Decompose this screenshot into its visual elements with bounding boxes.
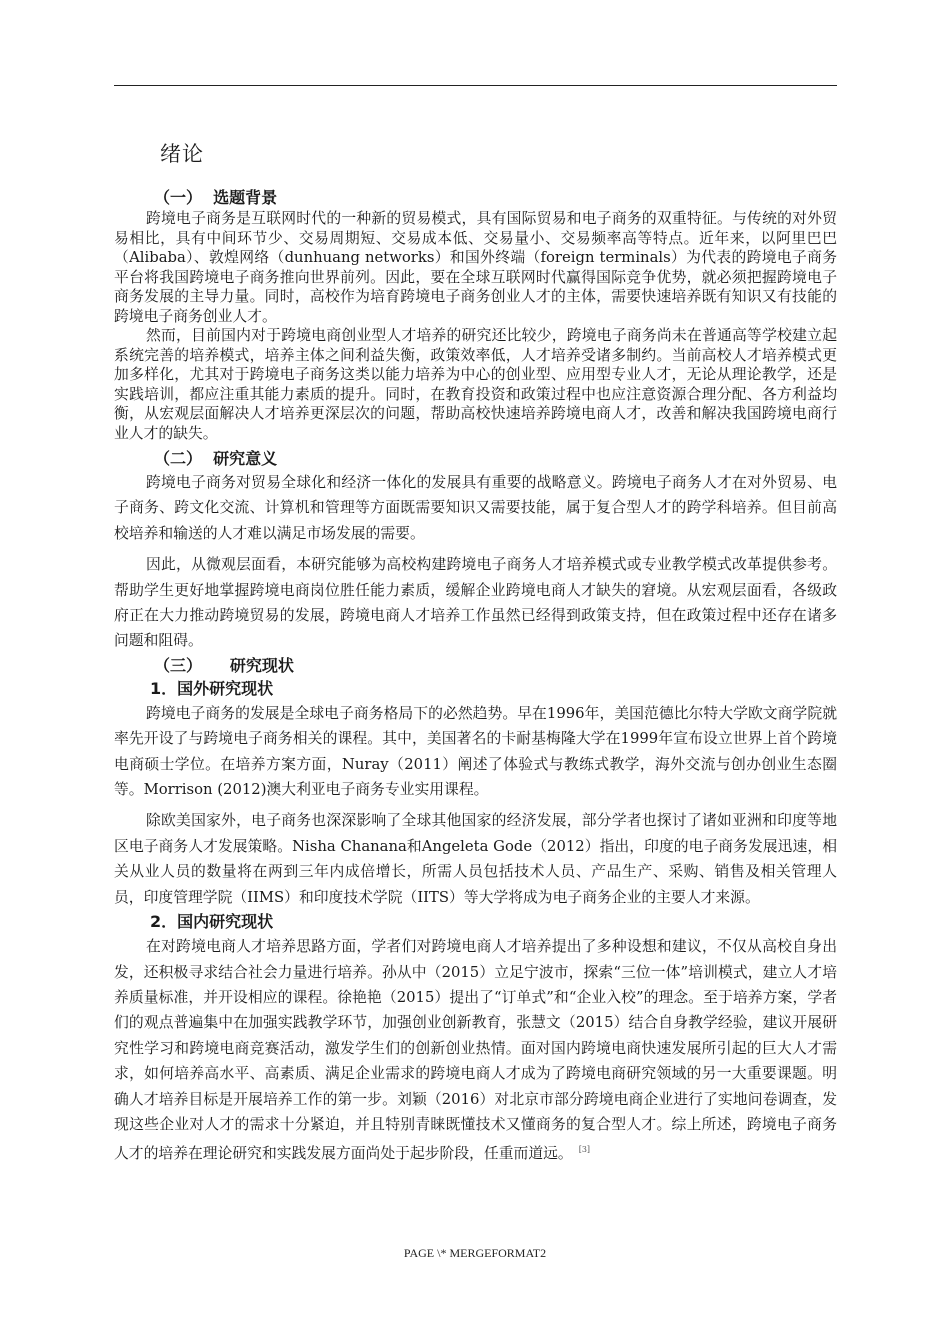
paragraph: 跨境电子商务是互联网时代的一种新的贸易模式，具有国际贸易和电子商务的双重特征。与传统的对外贸易相比，具有中间环节少、交易周期短、交易成本低、交易量小、交易频率高等特点。近年来，以阿里巴巴（Alibaba）、敦煌网络（dunhuang networks）和国外终端（foreign terminals）为代表的跨境电子商务平台将我国跨境电子商务推向世界前列。因此，要在全球互联网时代赢得国际竞争优势，就必须把握跨境电子商务发展的主导力量。同时，高校作为培育跨境电子商务创业人才的主体，需要快速培养既有知识又有技能的跨境电子商务创业人才。 (114, 210, 837, 325)
paragraph: 跨境电子商务的发展是全球电子商务格局下的必然趋势。早在1996年，美国范德比尔特大学欧文商学院就率先开设了与跨境电子商务相关的课程。其中，美国著名的卡耐基梅隆大学在1999年宣布设立世界上首个跨境电商硕士学位。在培养方案方面，Nuray（2011）阐述了体验式与教练式教学，海外交流与创办创业生态圈等。Morrison (2012)澳大利亚电子商务专业实用课程。 (114, 704, 837, 799)
paragraph: 然而，目前国内对于跨境电商创业型人才培养的研究还比较少，跨境电子商务尚未在普通高等学校建立起系统完善的培养模式，培养主体之间利益失衡，政策效率低，人才培养受诸多制约。当前高校人才培养模式更加多样化，尤其对于跨境电子商务这类以能力培养为中心的创业型、应用型专业人才，无论从理论教学，还是实践培训，都应注重其能力素质的提升。同时，在教育投资和政策过程中也应注意资源合理分配、各方利益均衡，从宏观层面解决人才培养更深层次的问题，帮助高校快速培养跨境电商人才，改善和解决我国跨境电商行业人才的缺失。 (114, 327, 837, 442)
header-rule (114, 85, 837, 86)
paragraph-with-citation (114, 934, 837, 1167)
subsection-heading-foreign: 1．国外研究现状 (150, 678, 274, 698)
section-heading-significance: （二） 研究意义 (154, 449, 278, 468)
document-body (114, 186, 837, 1167)
paragraph-text: 在对跨境电商人才培养思路方面，学者们对跨境电商人才培养提出了多种设想和建议，不仅从高校自身出发，还积极寻求结合社会力量进行培养。孙从中（2015）立足宁波市，探索“三位一体”培训模式，建立人才培养质量标准，并开设相应的课程。徐艳艳（2015）提出了“订单式”和“企业入校”的理念。至于培养方案，学者们的观点普遍集中在加强实践教学环节，加强创业创新教育，张慧文（2015）结合自身教学经验，建议开展研究性学习和跨境电商竞赛活动，激发学生们的创新创业热情。面对国内跨境电商快速发展所引起的巨大人才需求，如何培养高水平、高素质、满足企业需求的跨境电商人才成为了跨境电商研究领域的另一大重要课题。明确人才培养目标是开展培养工作的第一步。刘颖（2016）对北京市部分跨境电商企业进行了实地问卷调查，发现这些企业对人才的需求十分紧迫，并且特别青睐既懂技术又懂商务的复合型人才。综上所述，跨境电子商务人才的培养在理论研究和实践发展方面尚处于起步阶段，任重而道远。 (114, 938, 837, 1163)
page-title: 绪论 (160, 142, 204, 166)
subsection-heading-domestic: 2．国内研究现状 (150, 912, 274, 932)
section-heading-status: （三） 研究现状 (154, 655, 294, 675)
paragraph: 除欧美国家外，电子商务也深深影响了全球其他国家的经济发展，部分学者也探讨了诸如亚洲和印度等地区电子商务人才发展策略。Nisha Chanana和Angeleta Gode（2012）指出，印度的电子商务发展迅速，相关从业人员的数量将在两到三年内成倍增长，所需人员包括技术人员、产品生产、采购、销售及相关管理人员，印度管理学院（IIMS）和印度技术学院（IITS）等大学将成为电子商务企业的主要人才来源。 (114, 812, 837, 906)
section-heading-background: （一） 选题背景 (154, 188, 278, 207)
paragraph: 跨境电子商务对贸易全球化和经济一体化的发展具有重要的战略意义。跨境电子商务人才在对外贸易、电子商务、跨文化交流、计算机和管理等方面既需要知识又需要技能，属于复合型人才的跨学科培养。但目前高校培养和输送的人才难以满足市场发展的需要。 (114, 474, 837, 542)
citation-marker: [3] (578, 1145, 591, 1155)
page-footer: PAGE \* MERGEFORMAT2 (403, 1246, 547, 1260)
paragraph: 因此，从微观层面看，本研究能够为高校构建跨境电子商务人才培养模式或专业教学模式改革提供参考。帮助学生更好地掌握跨境电商岗位胜任能力素质，缓解企业跨境电商人才缺失的窘境。从宏观层面看，各级政府正在大力推动跨境贸易的发展，跨境电商人才培养工作虽然已经得到政策支持，但在政策过程中还存在诸多问题和阻碍。 (114, 556, 837, 650)
